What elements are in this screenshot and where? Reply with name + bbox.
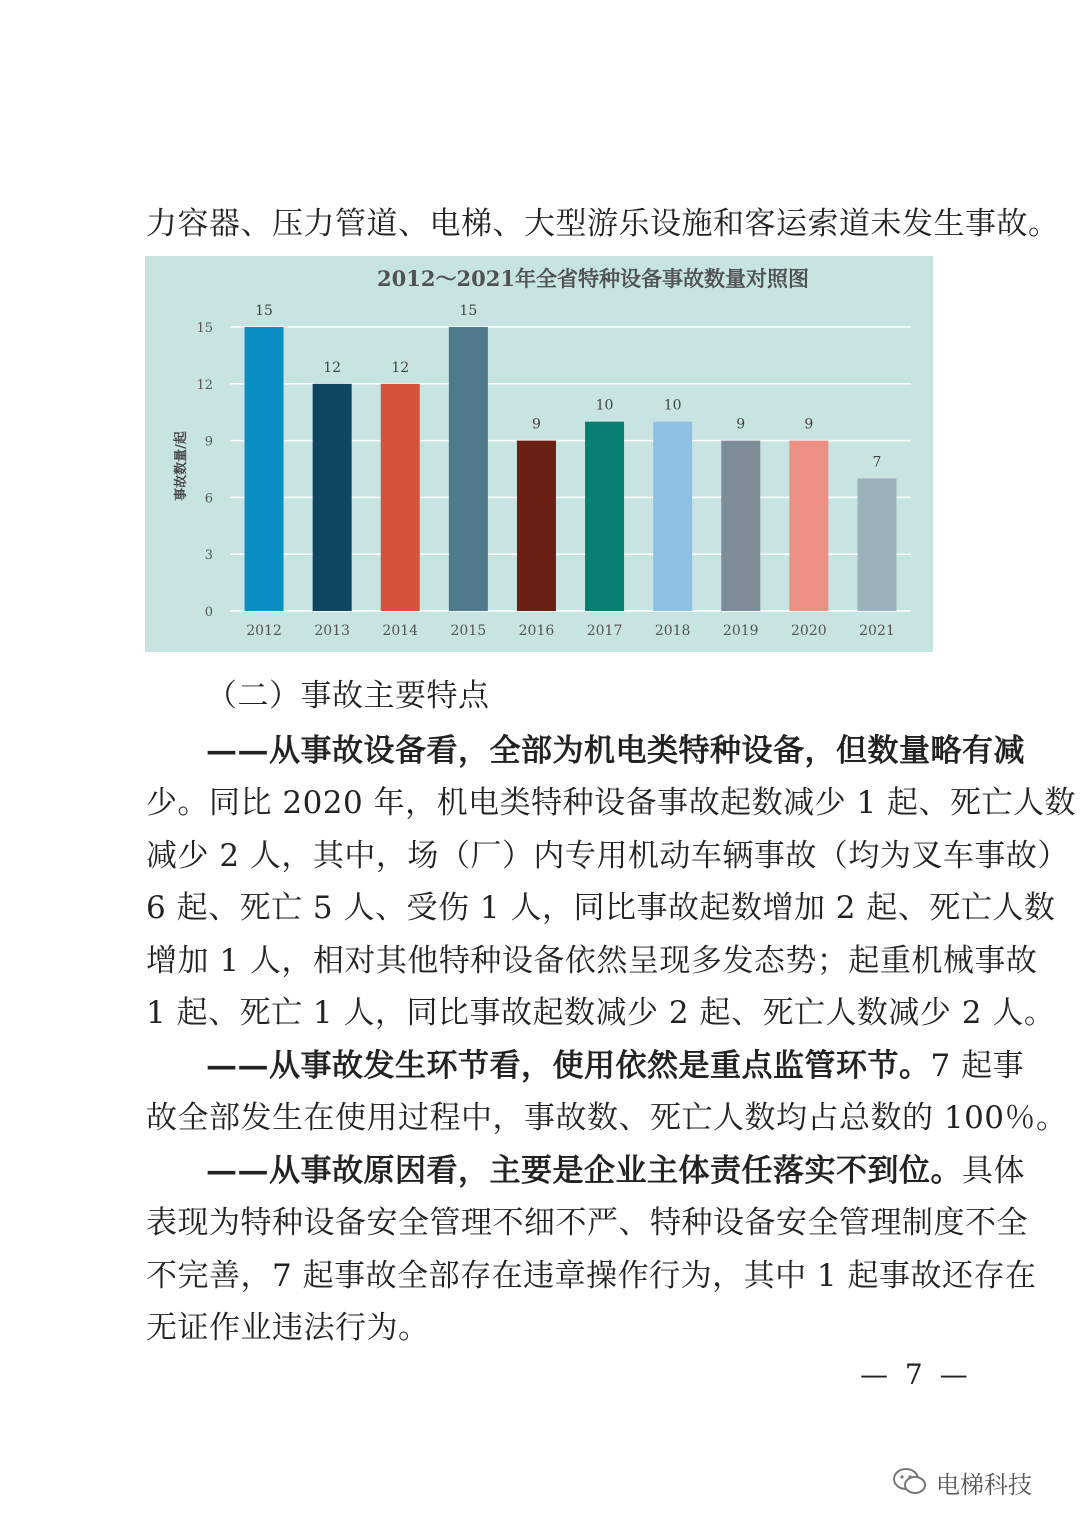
watermark-text: 电梯科技 <box>936 1470 1032 1499</box>
chart-y-axis-label: 事故数量/起 <box>174 431 189 501</box>
x-tick-label: 2020 <box>791 623 827 639</box>
paragraph-lead: ——从事故原因看，主要是企业主体责任落实不到位。 <box>206 1153 962 1189</box>
x-tick-label: 2019 <box>722 623 759 639</box>
x-tick-label: 2016 <box>518 623 555 639</box>
bar <box>653 422 692 611</box>
paragraph-line: 1 起、死亡 1 人，同比事故起数减少 2 起、死亡人数减少 2 人。 <box>146 995 1056 1031</box>
x-tick-label: 2013 <box>314 623 350 639</box>
y-tick-label: 6 <box>204 491 213 507</box>
paragraph-line: 故全部发生在使用过程中，事故数、死亡人数均占总数的 100％。 <box>146 1100 1068 1136</box>
paragraph-line <box>206 1046 1025 1086</box>
paragraph-line: 无证作业违法行为。 <box>146 1310 430 1346</box>
paragraph-line: 少。同比 2020 年，机电类特种设备事故起数减少 1 起、死亡人数 <box>146 785 1077 821</box>
bar <box>449 327 488 611</box>
paragraph-line: 减少 2 人，其中，场（厂）内专用机动车辆事故（均为叉车事故） <box>146 838 1069 874</box>
data-label: 15 <box>459 303 478 319</box>
bar <box>313 384 352 611</box>
chart-svg <box>145 256 933 652</box>
paragraph-line: 不完善，7 起事故全部存在违章操作行为，其中 1 起事故还存在 <box>146 1258 1037 1294</box>
data-label: 10 <box>663 397 682 414</box>
paragraph-text: 7 起事 <box>930 1048 1025 1084</box>
section-heading: （二）事故主要特点 <box>206 678 490 714</box>
x-tick-label: 2017 <box>586 623 623 639</box>
data-label: 15 <box>255 303 273 319</box>
paragraph-line <box>206 1151 1025 1191</box>
bar-chart <box>145 256 933 652</box>
data-label: 9 <box>531 416 541 433</box>
paragraph-line: 力容器、压力管道、电梯、大型游乐设施和客运索道未发生事故。 <box>146 206 1060 242</box>
paragraph-line: 增加 1 人，相对其他特种设备依然呈现多发态势；起重机械事故 <box>146 943 1038 979</box>
data-label: 12 <box>391 359 410 376</box>
x-tick-label: 2021 <box>859 623 895 639</box>
y-tick-label: 9 <box>204 434 213 450</box>
bar <box>517 441 556 611</box>
data-label: 12 <box>323 359 342 376</box>
bar <box>381 384 420 611</box>
data-label: 9 <box>736 416 746 433</box>
paragraph-line: ——从事故设备看，全部为机电类特种设备，但数量略有减 <box>206 733 1025 769</box>
paragraph-line: 6 起、死亡 5 人、受伤 1 人，同比事故起数增加 2 起、死亡人数 <box>146 890 1056 926</box>
paragraph-text: 具体 <box>962 1153 1025 1189</box>
bar <box>245 327 284 611</box>
chart-title: 2012～2021年全省特种设备事故数量对照图 <box>377 266 809 291</box>
data-label: 9 <box>804 416 814 433</box>
data-label: 10 <box>595 397 614 414</box>
paragraph-lead: ——从事故发生环节看，使用依然是重点监管环节。 <box>206 1048 931 1084</box>
y-tick-label: 12 <box>196 377 213 393</box>
y-tick-label: 15 <box>196 321 213 336</box>
x-tick-label: 2015 <box>450 623 487 639</box>
x-tick-label: 2014 <box>382 623 419 639</box>
bar <box>857 478 896 611</box>
y-tick-label: 3 <box>204 548 213 564</box>
watermark <box>892 1462 1032 1502</box>
x-tick-label: 2012 <box>246 623 282 639</box>
bar <box>721 441 760 611</box>
x-tick-label: 2018 <box>654 623 691 639</box>
bar <box>789 441 828 611</box>
wechat-icon <box>892 1467 928 1497</box>
page-number: — 7 — <box>860 1358 972 1391</box>
paragraph-line: 表现为特种设备安全管理不细不严、特种设备安全管理制度不全 <box>146 1205 1028 1241</box>
y-tick-label: 0 <box>204 605 213 620</box>
data-label: 7 <box>872 454 882 471</box>
bar <box>585 422 624 611</box>
